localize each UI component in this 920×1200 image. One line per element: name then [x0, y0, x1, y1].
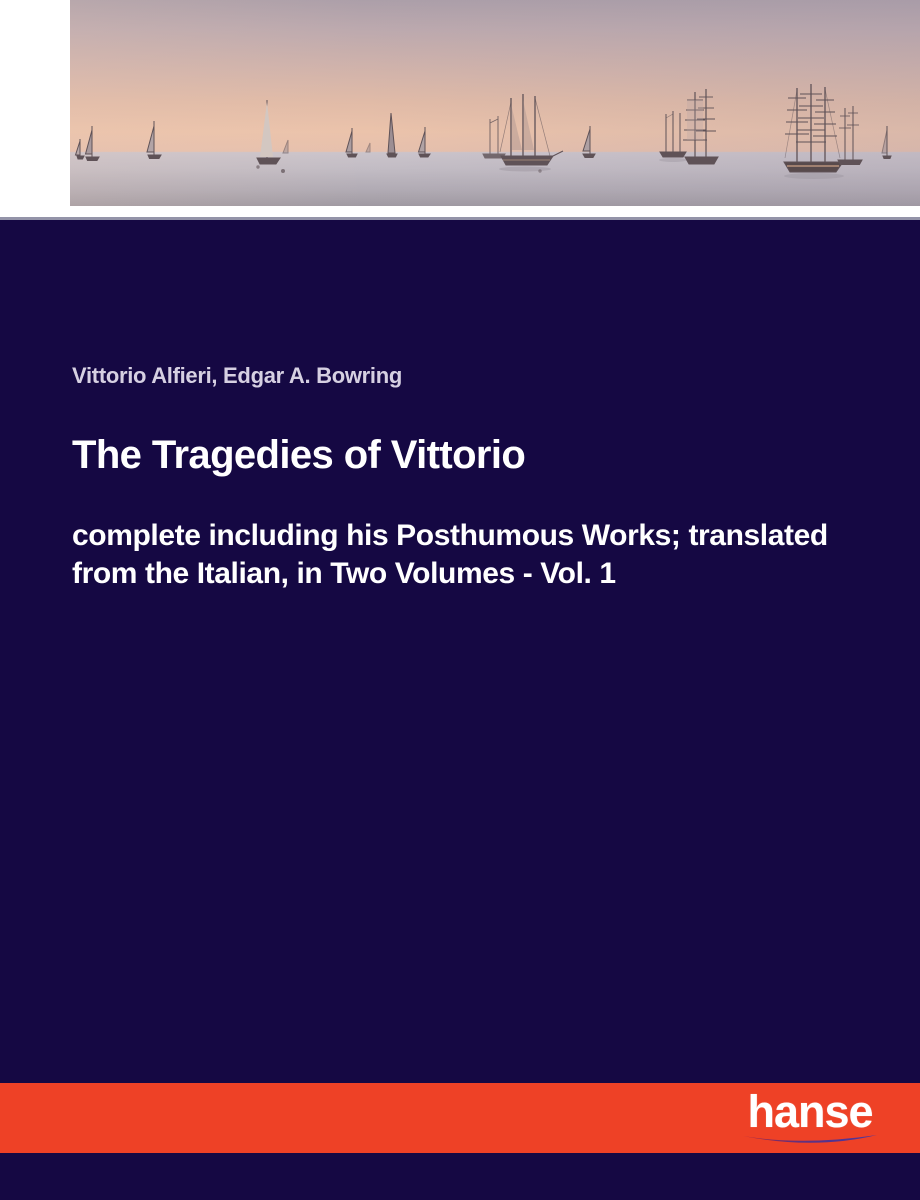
photo-band: [0, 0, 920, 220]
book-subtitle: [72, 517, 828, 593]
publisher-logo: [741, 1086, 879, 1149]
subtitle-line-1: complete including his Posthumous Works; translated: [72, 519, 828, 552]
author-line: Vittorio Alfieri, Edgar A. Bowring: [72, 363, 403, 388]
publisher-bar: [0, 1083, 920, 1153]
book-title: The Tragedies of Vittorio: [72, 433, 526, 477]
cover-photo: [70, 0, 920, 206]
subtitle-line-2: from the Italian, in Two Volumes - Vol. 1: [72, 557, 616, 590]
sailing-ships-illustration: [70, 0, 920, 206]
publisher-logo-text: hanse: [747, 1086, 873, 1137]
